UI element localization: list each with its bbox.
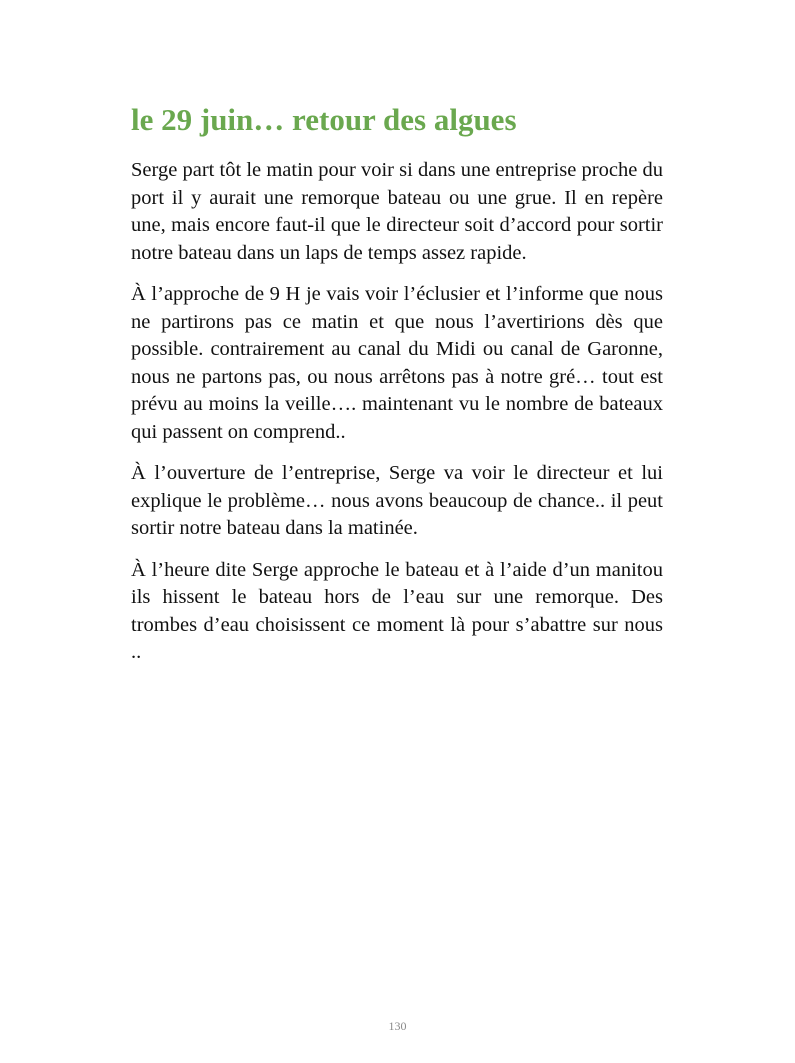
paragraph: À l’approche de 9 H je vais voir l’éclusier et l’informe que nous ne partirons pas ce matin et que nous l’avertirions dès que possible. contrairement au canal du Midi ou canal de Garonne, nous ne partons pas, ou nous arrêtons pas à notre gré… tout est prévu au moins la veille…. maintenant vu le nombre de bateaux qui passent on comprend.. [131, 283, 663, 443]
paragraph: Serge part tôt le matin pour voir si dans une entreprise proche du port il y aurait une remorque bateau ou une grue. Il en repère une, mais encore faut-il que le directeur soit d’accord pour sortir notre bateau dans un laps de temps assez rapide. [131, 159, 663, 264]
page-number: 130 [388, 1019, 407, 1033]
paragraph: À l’heure dite Serge approche le bateau et à l’aide d’un manitou ils hissent le bateau hors de l’eau sur une remorque. Des trombes d’eau choisissent ce moment là pour s’abattre sur nous .. [131, 558, 663, 663]
chapter-title: le 29 juin… retour des algues [131, 102, 517, 137]
paragraph: À l’ouverture de l’entreprise, Serge va voir le directeur et lui explique le problème… nous avons beaucoup de chance.. il peut sortir notre bateau dans la matinée. [131, 462, 663, 539]
body-text [131, 157, 663, 681]
